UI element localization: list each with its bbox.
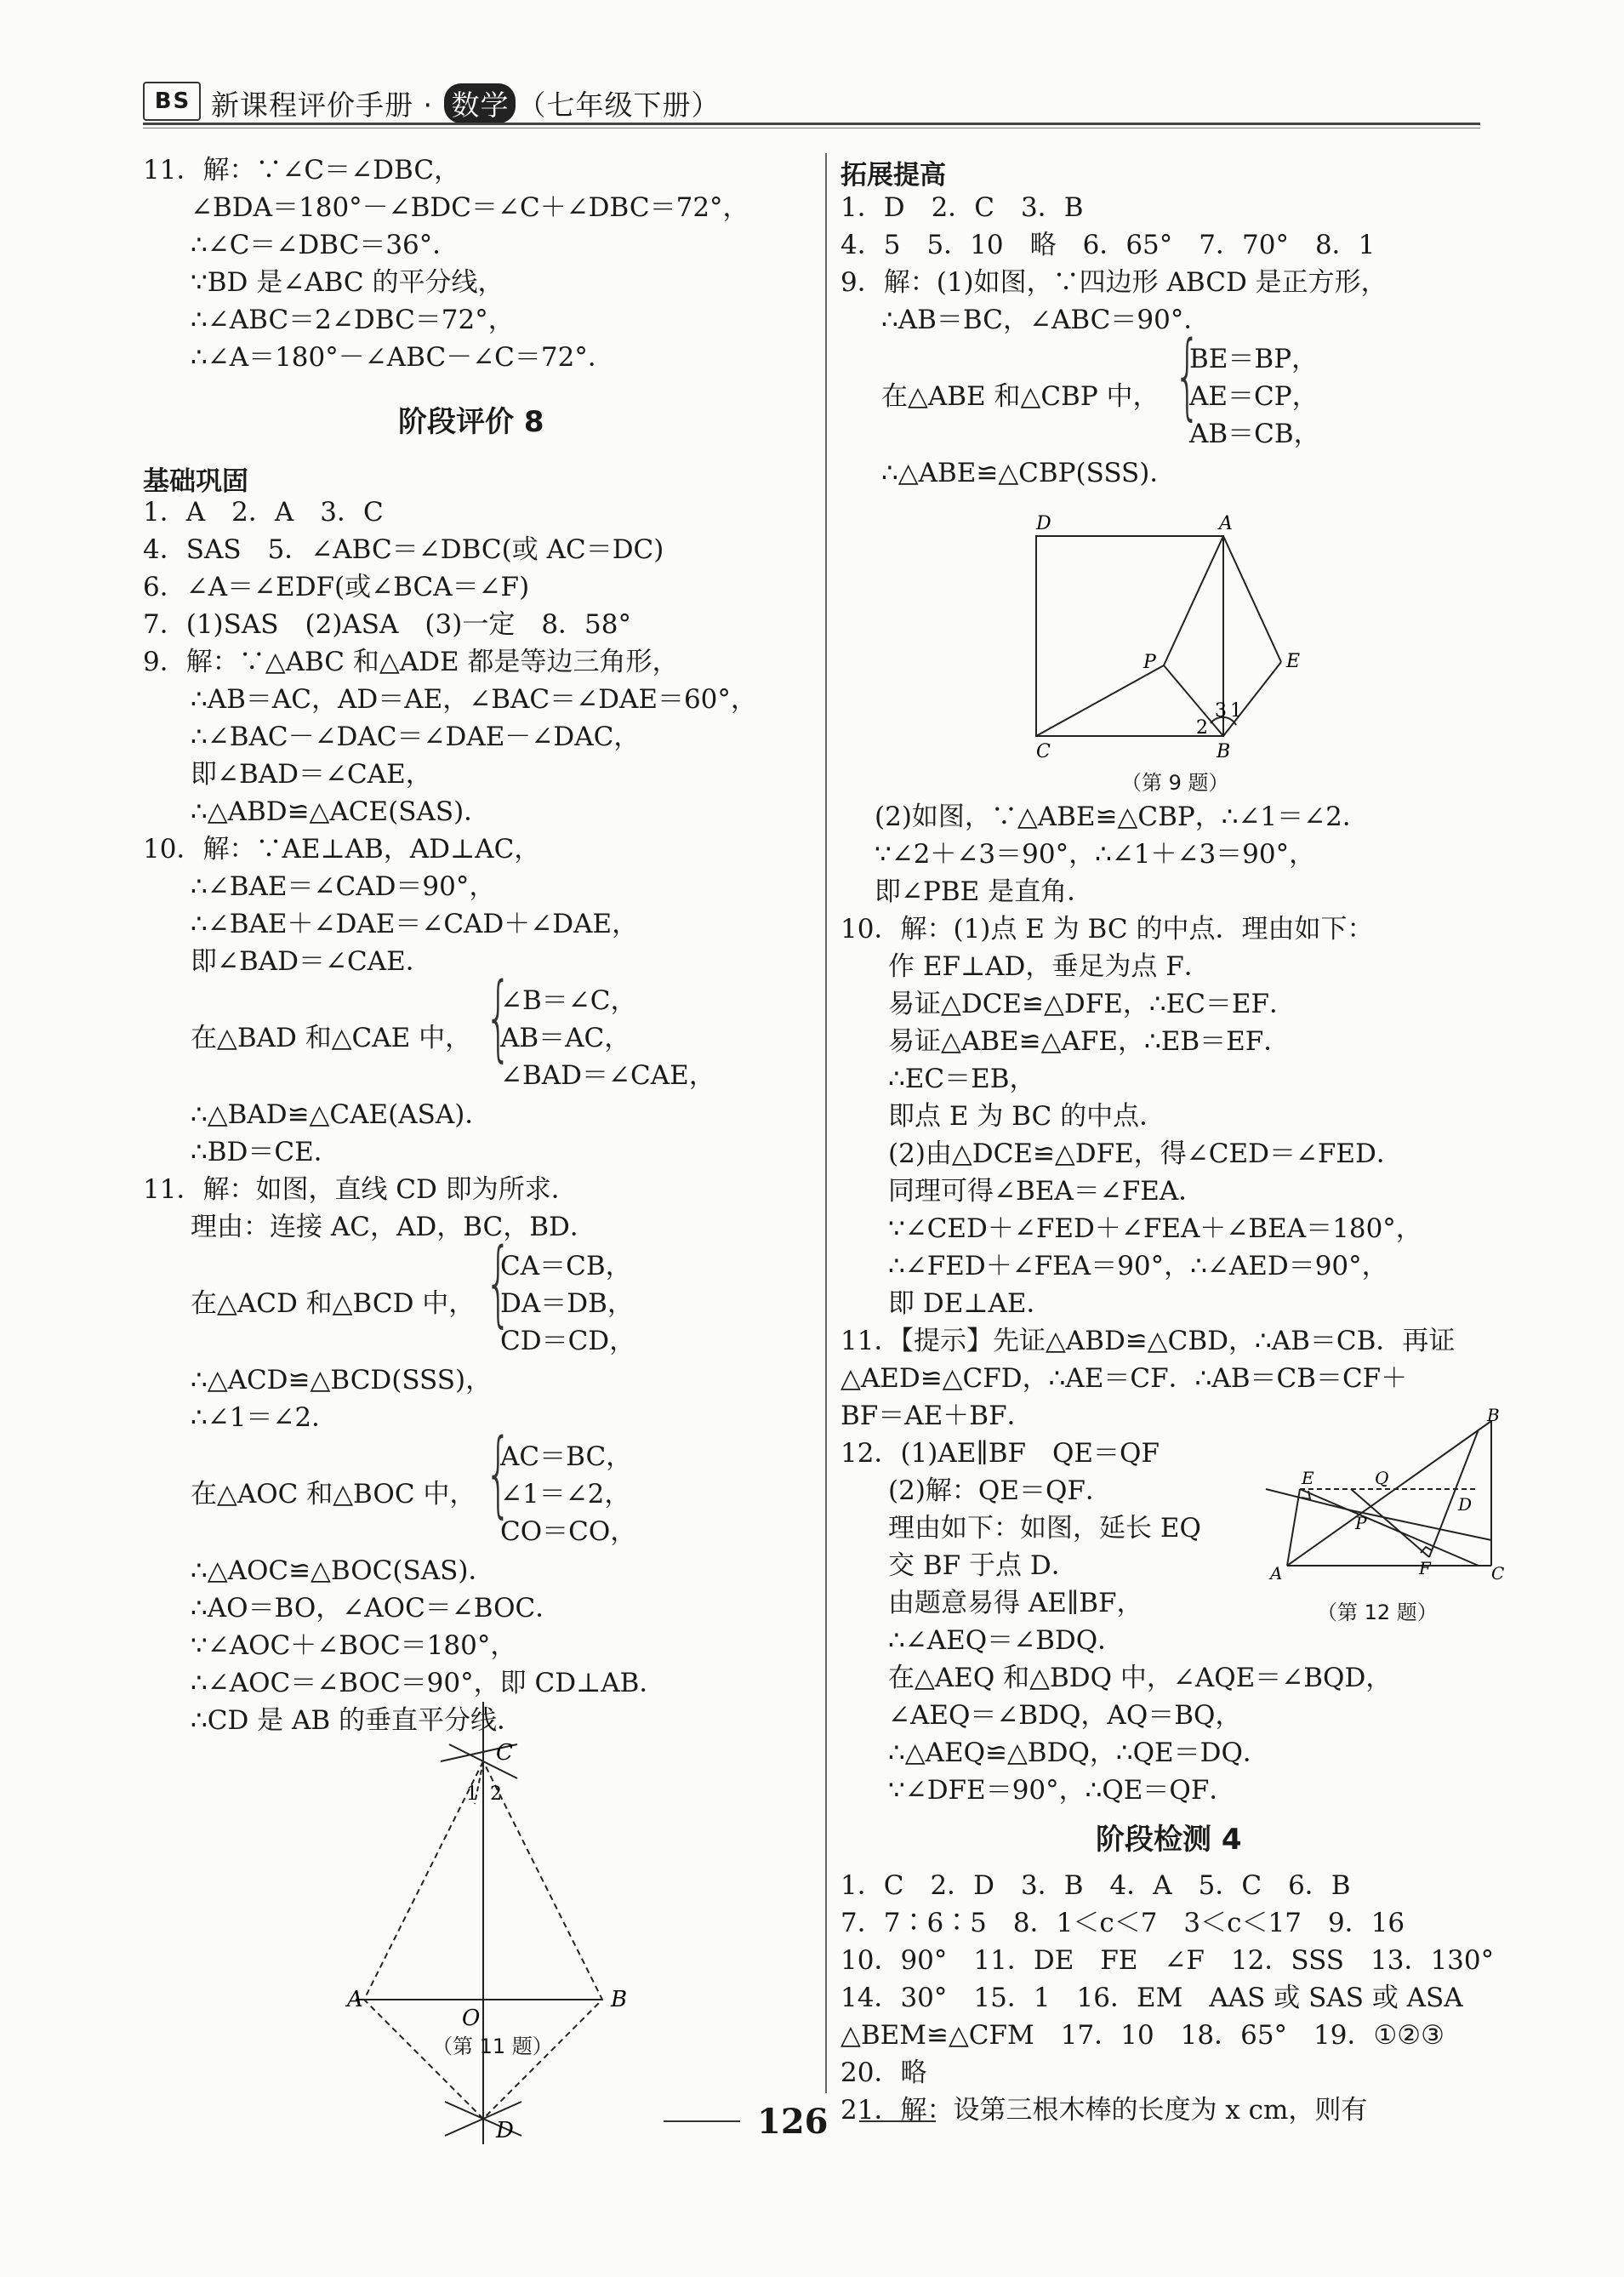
answer-line: ∴∠AOC＝∠BOC＝90°，即 CD⊥AB．: [191, 1668, 666, 1698]
fig-label: P: [1355, 1513, 1367, 1533]
answer-line: 在△AEQ 和△BDQ 中，∠AQE＝∠BQD，: [888, 1663, 1393, 1693]
answer-line: ∴BD＝CE．: [191, 1137, 340, 1167]
answer-line: △BEM≌△CFM 17．10 18．65° 19．①②③: [840, 2020, 1445, 2051]
answer-line: 11．解：∵∠C＝∠DBC，: [143, 155, 461, 185]
brace: {: [485, 962, 512, 1071]
header-rule: [143, 123, 1480, 125]
answer-line: ∴CD 是 AB 的垂直平分线．: [191, 1705, 524, 1736]
fig-label: E: [1302, 1468, 1314, 1488]
answer-line: CA＝CB，: [500, 1251, 632, 1281]
answer-line: ∠BAD＝∠CAE，: [500, 1060, 715, 1091]
answer-line: 在△ABE 和△CBP 中，: [881, 381, 1160, 412]
answer-line: (2)解：QE＝QF．: [888, 1475, 1112, 1506]
answer-line: 易证△DCE≌△DFE，∴EC＝EF．: [888, 989, 1296, 1019]
fig-label: A: [347, 1987, 363, 2012]
section-title: 阶段评价 8: [398, 405, 544, 439]
answer-line: ∴EC＝EB，: [888, 1064, 1036, 1094]
fig-label: C: [1491, 1563, 1505, 1584]
answer-line: ∠AEQ＝∠BDQ，AQ＝BQ，: [888, 1700, 1242, 1731]
answer-line: ∴AB＝AC，AD＝AE，∠BAC＝∠DAE＝60°，: [191, 684, 757, 715]
answer-line: 10．90° 11．DE FE ∠F 12．SSS 13．130°: [840, 1945, 1495, 1976]
figure-12: [1266, 1405, 1505, 1608]
answer-line: ∴△ABD≌△ACE(SAS)．: [191, 796, 491, 827]
answer-line: AB＝CB，: [1189, 419, 1320, 449]
figure-9: [1036, 511, 1317, 762]
answer-line: 由题意易得 AE∥BF，: [888, 1588, 1143, 1618]
fig-label: 1: [1230, 700, 1242, 722]
answer-line: 7．(1)SAS (2)ASA (3)一定 8．58°: [143, 609, 631, 640]
column-divider: [825, 153, 827, 2093]
answer-line: ∴∠BAE＋∠DAE＝∠CAD＋∠DAE，: [191, 909, 639, 939]
answer-line: ∴△BAD≌△CAE(ASA)．: [191, 1099, 492, 1130]
answer-line: AB＝AC，: [500, 1023, 631, 1053]
answer-line: 10．解：(1)点 E 为 BC 的中点．理由如下：: [840, 914, 1374, 944]
answer-line: CO＝CO，: [500, 1516, 637, 1547]
subsection-title: 基础巩固: [143, 466, 248, 497]
figure-caption: （第 9 题）: [1121, 771, 1229, 795]
fig-label: 1: [466, 1783, 478, 1805]
answer-line: ∴△AEQ≌△BDQ，∴QE＝DQ．: [888, 1738, 1269, 1768]
answer-line: CD＝CD，: [500, 1326, 636, 1356]
answer-line: BF＝AE＋BF．: [840, 1401, 1034, 1431]
subsection-title: 拓展提高: [840, 160, 946, 191]
answer-line: 12．(1)AE∥BF QE＝QF: [840, 1438, 1160, 1469]
answer-line: ∴△AOC≌△BOC(SAS)．: [191, 1555, 495, 1586]
answer-line: 11．解：如图，直线 CD 即为所求．: [143, 1174, 578, 1205]
answer-line: 20．略: [840, 2057, 927, 2088]
answer-line: ∴AO＝BO，∠AOC＝∠BOC．: [191, 1593, 562, 1624]
figure-caption: （第 11 题）: [432, 2034, 553, 2058]
subject-badge: 数学: [444, 83, 516, 123]
answer-line: 即∠BAD＝∠CAE．: [191, 946, 432, 977]
answer-line: ∴∠FED＋∠FEA＝90°，∴∠AED＝90°，: [888, 1251, 1388, 1281]
brace: {: [485, 1418, 512, 1527]
fig-label: D: [1458, 1494, 1473, 1515]
answer-line: 14．30° 15．1 16．EM AAS 或 SAS 或 ASA: [840, 1983, 1463, 2013]
page-header: [143, 78, 1480, 123]
answer-line: 4．SAS 5．∠ABC＝∠DBC(或 AC＝DC): [143, 534, 664, 565]
page-number-ornament: [859, 2120, 936, 2122]
answer-line: ∠BDA＝180°－∠BDC＝∠C＋∠DBC＝72°，: [191, 192, 749, 223]
answer-line: (2)由△DCE≌△DFE，得∠CED＝∠FED．: [888, 1138, 1403, 1169]
answer-line: 交 BF 于点 D．: [888, 1550, 1078, 1581]
answer-line: 在△AOC 和△BOC 中，: [191, 1479, 476, 1509]
answer-line: 7．7∶6∶5 8．1＜c＜7 3＜c＜17 9．16: [840, 1908, 1405, 1938]
answer-line: DA＝DB，: [500, 1288, 634, 1319]
fig-label: E: [1286, 651, 1301, 672]
answer-line: ∵BD 是∠ABC 的平分线，: [191, 267, 504, 298]
answer-line: 9．解：∵△ABC 和△ADE 都是等边三角形，: [143, 647, 679, 677]
answer-line: 即∠PBE 是直角．: [875, 876, 1094, 907]
answer-line: ∴∠AEQ＝∠BDQ．: [888, 1625, 1125, 1656]
answer-line: ∴△ABE≌△CBP(SSS)．: [881, 458, 1177, 488]
answer-line: 4．5 5．10 略 6．65° 7．70° 8．1: [840, 230, 1376, 260]
answer-line: 1．A 2．A 3．C: [143, 497, 384, 528]
answer-line: 1．D 2．C 3．B: [840, 192, 1084, 223]
fig-label: 2: [490, 1783, 502, 1805]
answer-line: 11．【提示】先证△ABD≌△CBD，∴AB＝CB．再证: [840, 1326, 1456, 1356]
fig-label: O: [462, 2006, 481, 2031]
fig-label: C: [496, 1740, 513, 1766]
answer-line: ∵∠CED＋∠FED＋∠FEA＋∠BEA＝180°，: [888, 1213, 1422, 1244]
fig-label: A: [1270, 1563, 1283, 1584]
answer-line: 同理可得∠BEA＝∠FEA．: [888, 1176, 1205, 1207]
answer-line: ∴∠1＝∠2．: [191, 1402, 339, 1433]
answer-line: AE＝CP，: [1189, 381, 1319, 412]
brace: {: [485, 1228, 512, 1337]
answer-line: 21．解：设第三根木棒的长度为 x cm，则有: [840, 2095, 1368, 2126]
figure-11: [347, 1702, 772, 2161]
answer-line: ∠1＝∠2，: [500, 1479, 631, 1509]
answer-line: 理由：连接 AC，AD，BC，BD．: [191, 1212, 596, 1242]
answer-line: 理由如下：如图，延长 EQ: [888, 1513, 1201, 1544]
fig-label: A: [1219, 513, 1233, 534]
answer-line: ∴∠BAE＝∠CAD＝90°，: [191, 871, 496, 902]
book-title: 新课程评价手册 · 数学 （七年级下册）: [211, 83, 720, 123]
fig-label: D: [496, 2118, 514, 2143]
fig-label: C: [1036, 741, 1051, 762]
answer-line: ∵∠DFE＝90°，∴QE＝QF．: [888, 1775, 1236, 1806]
answer-line: 在△BAD 和△CAE 中，: [191, 1023, 472, 1053]
fig-label: 3: [1215, 700, 1227, 722]
answer-line: 9．解：(1)如图，∵四边形 ABCD 是正方形，: [840, 267, 1388, 298]
answer-line: ∴∠A＝180°－∠ABC－∠C＝72°．: [191, 342, 614, 373]
fig-label: 2: [1196, 717, 1208, 739]
page-number-ornament: [664, 2120, 740, 2122]
page-number: 126: [757, 2102, 829, 2142]
answer-line: 6．∠A＝∠EDF(或∠BCA＝∠F): [143, 572, 530, 602]
brace: {: [1174, 321, 1201, 430]
answer-line: BE＝BP，: [1189, 344, 1319, 374]
fig-label: B: [1487, 1405, 1500, 1425]
fig-label: B: [1217, 741, 1231, 762]
answer-line: ∴∠BAC－∠DAC＝∠DAE－∠DAC，: [191, 722, 641, 752]
answer-line: (2)如图，∵△ABE≌△CBP，∴∠1＝∠2．: [875, 802, 1369, 832]
publisher-logo: BS: [143, 82, 201, 121]
answer-line: 即∠BAD＝∠CAE，: [191, 759, 432, 790]
answer-line: ∴AB＝BC，∠ABC＝90°．: [881, 305, 1211, 335]
fig-label: F: [1419, 1558, 1431, 1578]
answer-line: 在△ACD 和△BCD 中，: [191, 1288, 476, 1319]
fig-label: Q: [1375, 1468, 1389, 1488]
answer-line: 易证△ABE≌△AFE，∴EB＝EF．: [888, 1026, 1291, 1057]
answer-line: ∵∠2＋∠3＝90°，∴∠1＋∠3＝90°，: [875, 839, 1316, 870]
answer-line: ∴∠ABC＝2∠DBC＝72°，: [191, 305, 515, 335]
section-title: 阶段检测 4: [1096, 1823, 1242, 1857]
answer-line: ∵∠AOC＋∠BOC＝180°，: [191, 1630, 517, 1661]
answer-line: 1．C 2．D 3．B 4．A 5．C 6．B: [840, 1870, 1351, 1901]
fig-label: D: [1036, 513, 1051, 534]
answer-line: △AED≌△CFD，∴AE＝CF．∴AB＝CB＝CF＋: [840, 1363, 1408, 1394]
fig-label: P: [1143, 652, 1156, 673]
answer-line: 10．解：∵AE⊥AB，AD⊥AC，: [143, 834, 541, 865]
answer-line: 即点 E 为 BC 的中点．: [888, 1101, 1166, 1132]
answer-line: 作 EF⊥AD，垂足为点 F．: [888, 951, 1211, 982]
answer-line: ∠B＝∠C，: [500, 985, 637, 1016]
answer-line: ∴△ACD≌△BCD(SSS)，: [191, 1365, 493, 1395]
figure-caption: （第 12 题）: [1317, 1601, 1438, 1624]
fig-label: B: [611, 1987, 628, 2012]
answer-line: ∴∠C＝∠DBC＝36°．: [191, 230, 459, 260]
answer-line: AC＝BC，: [500, 1441, 633, 1472]
answer-line: 即 DE⊥AE．: [888, 1288, 1053, 1319]
